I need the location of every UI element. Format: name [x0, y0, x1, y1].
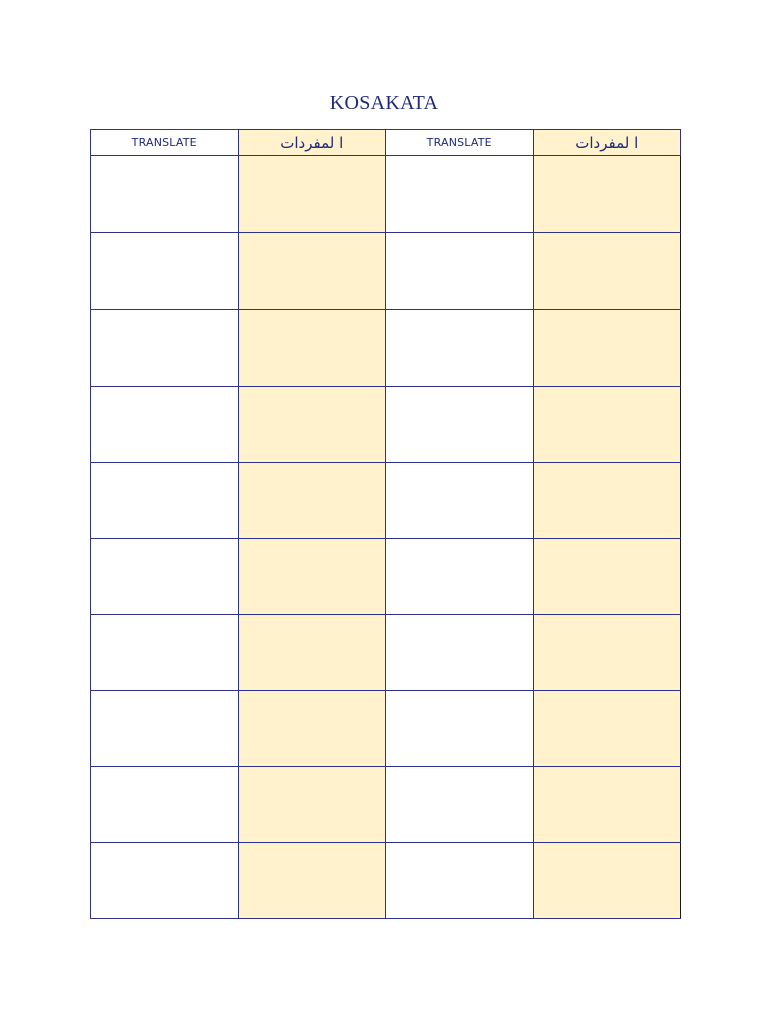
- translate-cell[interactable]: [91, 463, 239, 539]
- vocabulary-cell[interactable]: [533, 539, 681, 615]
- table-row: [91, 539, 681, 615]
- vocabulary-cell[interactable]: [238, 615, 386, 691]
- translate-cell[interactable]: [386, 156, 534, 233]
- vocabulary-cell[interactable]: [238, 691, 386, 767]
- translate-cell[interactable]: [386, 539, 534, 615]
- translate-cell[interactable]: [91, 843, 239, 919]
- vocabulary-cell[interactable]: [533, 156, 681, 233]
- translate-cell[interactable]: [386, 387, 534, 463]
- vocabulary-cell[interactable]: [533, 463, 681, 539]
- vocabulary-cell[interactable]: [533, 387, 681, 463]
- table-row: [91, 233, 681, 310]
- translate-cell[interactable]: [91, 233, 239, 310]
- vocabulary-cell[interactable]: [238, 843, 386, 919]
- translate-cell[interactable]: [386, 233, 534, 310]
- vocabulary-cell[interactable]: [533, 310, 681, 387]
- vocabulary-cell[interactable]: [238, 233, 386, 310]
- vocabulary-cell[interactable]: [238, 310, 386, 387]
- table-row: [91, 463, 681, 539]
- translate-cell[interactable]: [91, 691, 239, 767]
- table-row: [91, 843, 681, 919]
- translate-cell[interactable]: [91, 387, 239, 463]
- table-row: [91, 156, 681, 233]
- table-header-row: [91, 130, 681, 156]
- translate-cell[interactable]: [386, 843, 534, 919]
- table-row: [91, 310, 681, 387]
- translate-cell[interactable]: [386, 691, 534, 767]
- table-row: [91, 767, 681, 843]
- header-translate-right: TRANSLATE: [386, 130, 534, 156]
- header-vocabulary-left: ا لمفردات: [238, 130, 386, 156]
- header-vocabulary-right: ا لمفردات: [533, 130, 681, 156]
- translate-cell[interactable]: [91, 539, 239, 615]
- vocabulary-cell[interactable]: [238, 539, 386, 615]
- vocabulary-cell[interactable]: [533, 767, 681, 843]
- translate-cell[interactable]: [386, 463, 534, 539]
- translate-cell[interactable]: [91, 767, 239, 843]
- table-row: [91, 387, 681, 463]
- table-row: [91, 691, 681, 767]
- translate-cell[interactable]: [386, 615, 534, 691]
- vocabulary-cell[interactable]: [533, 615, 681, 691]
- table-row: [91, 615, 681, 691]
- translate-cell[interactable]: [91, 615, 239, 691]
- translate-cell[interactable]: [386, 767, 534, 843]
- vocabulary-cell[interactable]: [533, 843, 681, 919]
- header-translate-left: TRANSLATE: [91, 130, 239, 156]
- vocabulary-cell[interactable]: [533, 233, 681, 310]
- translate-cell[interactable]: [91, 156, 239, 233]
- vocabulary-cell[interactable]: [238, 387, 386, 463]
- vocabulary-cell[interactable]: [238, 767, 386, 843]
- vocabulary-cell[interactable]: [238, 463, 386, 539]
- vocabulary-cell[interactable]: [533, 691, 681, 767]
- translate-cell[interactable]: [91, 310, 239, 387]
- translate-cell[interactable]: [386, 310, 534, 387]
- page-title: KOSAKATA: [329, 92, 439, 114]
- vocabulary-table: [90, 129, 681, 919]
- vocabulary-cell[interactable]: [238, 156, 386, 233]
